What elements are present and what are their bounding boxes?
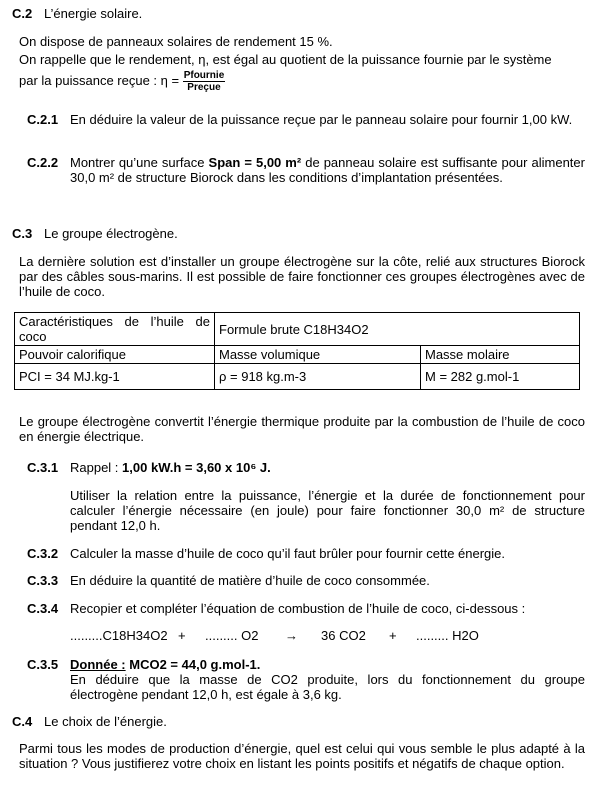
data-label: Donnée : <box>70 657 126 672</box>
question-text: Recopier et compléter l’équation de combustion de l’huile de coco, ci-dessous : <box>70 601 526 616</box>
table-cell: Masse molaire <box>421 346 580 364</box>
question-text: Rappel : <box>70 460 119 475</box>
c3-5-text: En déduire que la masse de CO2 produite, lors du fonctionnement du groupe électrogène pendant 12,0 h, est égale à 3,6 kg. <box>70 672 585 702</box>
equation-term-product-1: 36 CO2 <box>321 628 366 643</box>
coconut-oil-table <box>14 312 580 390</box>
question-text: En déduire la valeur de la puissance reçue par le panneau solaire pour fournir 1,00 kW. <box>70 112 573 127</box>
question-c3-1 <box>27 460 271 475</box>
section-title: Le groupe électrogène. <box>44 226 178 241</box>
equation-plus: + <box>389 628 397 643</box>
table-cell: Caractéristiques de l’huile de coco <box>15 313 215 346</box>
question-number: C.2.2 <box>27 155 59 170</box>
table-cell: M = 282 g.mol-1 <box>421 364 580 390</box>
table-row <box>15 346 580 364</box>
equation-term-reactant-2: ......... O2 <box>205 628 259 643</box>
question-text: Calculer la masse d’huile de coco qu’il faut brûler pour fournir cette énergie. <box>70 546 506 561</box>
equation-plus: + <box>178 628 186 643</box>
c2-line1: On dispose de panneaux solaires de rendement 15 %. <box>19 34 333 49</box>
table-cell: Pouvoir calorifique <box>15 346 215 364</box>
question-number: C.3.5 <box>27 657 59 672</box>
section-number: C.4 <box>12 714 33 729</box>
efficiency-formula-prefix: par la puissance reçue : η = <box>19 72 180 88</box>
fraction-denominator: Preçue <box>187 82 221 93</box>
c3-1-instructions: Utiliser la relation entre la puissance, l’énergie et la durée de fonctionnement pour calculer l’énergie nécessaire (en joule) pour faire fonctionner 30,0 m² de structure pendant 12,0 h. <box>70 488 585 533</box>
question-number: C.3.1 <box>27 460 59 475</box>
question-number: C.3.3 <box>27 573 59 588</box>
section-c2-heading <box>12 6 142 21</box>
c4-text: Parmi tous les modes de production d’énergie, quel est celui qui vous semble le plus adapté à la situation ? Vous justifierez votre choix en listant les points positifs et négatifs de chaque option. <box>19 741 585 771</box>
reaction-arrow-icon: → <box>285 628 298 643</box>
question-text-a: Montrer qu’une surface <box>70 155 205 170</box>
question-c3-5 <box>27 657 260 672</box>
combustion-equation <box>0 628 603 644</box>
c2-line3 <box>19 70 225 93</box>
efficiency-fraction <box>183 70 226 93</box>
c2-line2: On rappelle que le rendement, η, est égal au quotient de la puissance fournie par le système <box>19 52 552 67</box>
question-c3-4 <box>27 601 525 616</box>
section-c4-heading <box>12 714 167 729</box>
question-number: C.3.2 <box>27 546 59 561</box>
question-number: C.2.1 <box>27 112 59 127</box>
section-title: L’énergie solaire. <box>44 6 143 21</box>
question-text-b: de panneau solaire est suffisante pour alimenter 30,0 m² de structure Biorock dans les conditions d’implantation présentées. <box>70 155 585 185</box>
table-cell: ρ = 918 kg.m-3 <box>215 364 421 390</box>
fraction-numerator: Pfournie <box>183 70 225 81</box>
section-number: C.3 <box>12 226 33 241</box>
question-number: C.3.4 <box>27 601 59 616</box>
question-c3-3 <box>27 573 430 588</box>
c3-intro: La dernière solution est d’installer un groupe électrogène sur la côte, relié aux structures Biorock par des câbles sous-marins. Il est possible de faire fonctionner ces groupes électrogènes avec de l’huile de coco. <box>19 254 585 299</box>
table-row <box>15 313 580 346</box>
energy-conversion: 1,00 kW.h = 3,60 x 10⁶ J. <box>122 460 271 475</box>
surface-value: Span = 5,00 m² <box>208 155 302 170</box>
table-row <box>15 364 580 390</box>
table-cell: PCI = 34 MJ.kg-1 <box>15 364 215 390</box>
section-c3-heading <box>12 226 178 241</box>
section-number: C.2 <box>12 6 33 21</box>
question-c2-1 <box>27 112 585 127</box>
table-cell: Formule brute C18H34O2 <box>215 313 580 346</box>
question-text: En déduire la quantité de matière d’huile de coco consommée. <box>70 573 430 588</box>
question-c2-2 <box>27 155 585 185</box>
table-cell: Masse volumique <box>215 346 421 364</box>
section-title: Le choix de l’énergie. <box>44 714 167 729</box>
question-c3-2 <box>27 546 505 561</box>
molar-mass-co2: MCO2 = 44,0 g.mol-1. <box>129 657 261 672</box>
c3-paragraph-2: Le groupe électrogène convertit l’énergie thermique produite par la combustion de l’huile de coco en énergie électrique. <box>19 414 585 444</box>
equation-term-product-2: ......... H2O <box>416 628 479 643</box>
equation-term-reactant-1: .........C18H34O2 <box>70 628 168 643</box>
